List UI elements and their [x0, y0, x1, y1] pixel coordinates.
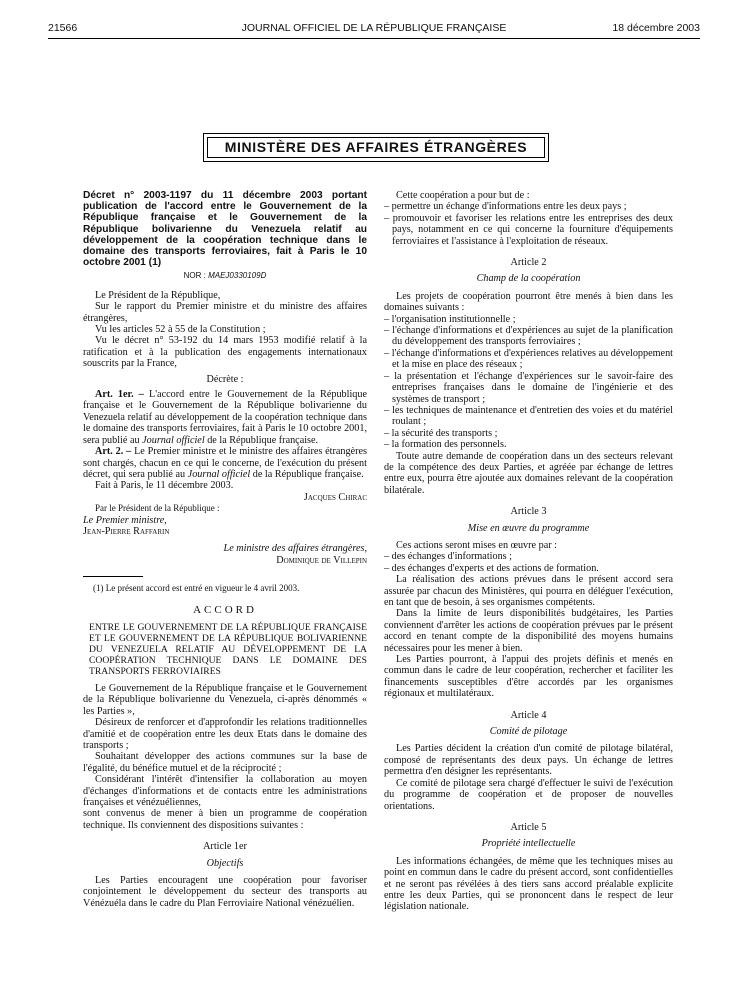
article-2-text: Toute autre demande de coopération dans un des secteurs relevant de la compétence des deux Parties, et agréée par échange de lettres entre eux, pourra être ajoutée aux domaines relevant de la coopération bilatérale.: [384, 450, 673, 496]
article-1-text: Les Parties encouragent une coopération pour favoriser conjointement le développement du secteur des transports au Vénézuéla dans le cadre du Plan Ferroviaire National vénézuélien.: [83, 875, 367, 909]
decree-intro-3: Vu le décret n° 53-192 du 14 mars 1953 modifié relatif à la ratification et à la publication des engagements internationaux souscrits par la France,: [83, 335, 367, 370]
issue-date: 18 décembre 2003: [612, 22, 700, 34]
article-3-item-1: – des échanges d'experts et des actions de formation.: [384, 562, 599, 574]
art1-end: de la République française.: [207, 434, 319, 446]
article-3-intro: Ces actions seront mises en œuvre par :: [396, 539, 557, 551]
journal-title: JOURNAL OFFICIEL DE LA RÉPUBLIQUE FRANÇAISE: [241, 22, 507, 34]
article-4-para-0: Les Parties décident la création d'un comité de pilotage bilatéral, composé de représentants des deux pays. Un échange de lettres permettra d'en désigner les représentants.: [384, 743, 673, 778]
footnote: (1) Le présent accord est entré en vigueur le 4 avril 2003.: [93, 583, 300, 594]
article-2-heading: Article 2: [510, 257, 547, 269]
article-2-item-5: – la sécurité des transports ;: [384, 427, 498, 439]
ministry-title: MINISTÈRE DES AFFAIRES ÉTRANGÈRES: [207, 137, 545, 158]
decree-intro-0: Le Président de la République,: [95, 289, 221, 301]
art2-label: Art. 2. –: [95, 446, 132, 458]
article-2-subtitle: Champ de la coopération: [476, 273, 581, 285]
accord-heading: ACCORD: [193, 603, 257, 616]
nor-reference: [83, 270, 367, 281]
article-4-subtitle: Comité de pilotage: [489, 726, 568, 738]
decree-fait: Fait à Paris, le 11 décembre 2003.: [95, 480, 234, 492]
preamble-0: Le Gouvernement de la République française et le Gouvernement de la République bolivarienne du Venezuela, ci-après dénommés « les Parties »,: [83, 682, 367, 717]
article-3-para-2: Les Parties pourront, à l'appui des projets définis et menés en commun dans le cadre de leur coopération, rechercher et faciliter les financements susceptibles d'être accordés par les organismes régionaux et multilatéraux.: [384, 654, 673, 700]
art1-text: L'accord entre le Gouvernement de la République française et le Gouvernement de la République bolivarienne du Venezuela relatif au développement de la coopération technique dans le domaine des transports ferroviaires, fait à Paris le 10 octobre 2001, sera publié au: [83, 389, 367, 446]
article-5-heading: Article 5: [510, 821, 547, 833]
article-1-item-1: – promouvoir et favoriser les relations entre les entreprises des deux pays, notamment en ce qui concerne la fourniture d'équipements ferroviaires et l'assistance à l'exploitation de réseaux.: [384, 212, 673, 247]
preamble-4: sont convenus de mener à bien un programme de coopération technique. Ils conviennent des dispositions suivantes :: [83, 808, 367, 831]
left-column: [83, 190, 367, 909]
mae-name: Dominique de Villepin: [276, 554, 367, 566]
article-3-para-1: Dans la limite de leurs disponibilités budgétaires, les Parties conviennent d'arrêter les actions de coopération prévues par le présent accord en tenant compte de la disponibilité des moyens humains nécessaires pour les mener à bien.: [384, 608, 673, 654]
article-2-intro: Les projets de coopération pourront être menés à bien dans les domaines suivants :: [384, 290, 673, 314]
pm-title: Le Premier ministre,: [83, 514, 167, 526]
article-1-item-0: – permettre un échange d'informations entre les deux pays ;: [384, 201, 627, 213]
art2-text: Le Premier ministre et le ministre des affaires étrangères sont chargés, chacun en ce qui le concerne, de l'exécution du présent décret, qui sera publié au: [83, 446, 368, 480]
decree-decrete: Décrète :: [206, 373, 244, 385]
mae-title: Le ministre des affaires étrangères,: [223, 543, 367, 555]
page-header: [48, 22, 700, 36]
decree-article-1: [83, 389, 367, 446]
article-5-text: Les informations échangées, de même que les techniques mises au point en commun dans le cadre du présent accord, sont confidentielles et ne seront pas révélées à des tiers sans accord préalable explicite entre les deux Parties, qui se prononcent dans le respect de leur législation nationale.: [384, 855, 673, 913]
decree-article-2: [83, 446, 367, 480]
article-1-heading: Article 1er: [203, 841, 247, 853]
footnote-rule: [83, 576, 143, 577]
article-1-subtitle: Objectifs: [206, 857, 244, 869]
article-3-subtitle: Mise en œuvre du programme: [467, 522, 590, 534]
nor-value: MAEJ0330109D: [208, 271, 267, 281]
article-1-cont: Cette coopération a pour but de :: [396, 190, 530, 201]
article-3-para-0: La réalisation des actions prévues dans le présent accord sera assurée par chacun des Ministères, qui pourra en déléguer l'exécution, en tant que de besoin, à ses organismes compétents.: [384, 574, 673, 608]
art1-journal: Journal officiel: [142, 434, 205, 446]
article-2-item-2: – l'échange d'informations et d'expériences relatives au développement et la mise en place des réseaux ;: [384, 347, 673, 371]
nor-label: NOR :: [183, 271, 206, 281]
preamble-3: Considérant l'intérêt d'intensifier la collaboration au moyen d'échanges d'informations et de contacts entre les administrations françaises et vénézuéliennes,: [83, 774, 367, 809]
art1-label: Art. 1er. –: [95, 389, 144, 401]
article-4-para-1: Ce comité de pilotage sera chargé d'effectuer le suivi de l'exécution du programme de coopération et de proposer de nouvelles orientations.: [384, 777, 673, 812]
decree-intro-2: Vu les articles 52 à 55 de la Constitution ;: [95, 324, 266, 336]
article-2-item-4: – les techniques de maintenance et d'entretien des voies et du matériel roulant ;: [384, 404, 673, 428]
right-column: [384, 190, 673, 913]
page-number: 21566: [48, 22, 78, 34]
article-4-heading: Article 4: [510, 709, 547, 721]
preamble-2: Souhaitant développer des actions communes sur la base de l'égalité, du bénéfice mutuel et de la réciprocité ;: [83, 751, 367, 774]
article-3-item-0: – des échanges d'informations ;: [384, 551, 513, 563]
header-rule: [48, 38, 700, 39]
signatory: Jacques Chirac: [303, 491, 367, 503]
decree-intro-1: Sur le rapport du Premier ministre et du ministre des affaires étrangères,: [83, 301, 367, 324]
preamble-1: Désireux de renforcer et d'approfondir les relations traditionnelles d'amitié et de coopération entre les deux Etats dans le domaine des transports ;: [83, 717, 367, 752]
accord-subtitle: ENTRE LE GOUVERNEMENT DE LA RÉPUBLIQUE FRANÇAISE ET LE GOUVERNEMENT DE LA RÉPUBLIQUE BOLIVARIENNE DU VENEZUELA RELATIF AU DÉVELOPPEMENT DE LA COOPÉRATION TECHNIQUE DANS LE DOMAINE DES TRANSPORTS FERROVIAIRES: [89, 621, 367, 677]
pm-name: Jean-Pierre Raffarin: [83, 525, 170, 537]
article-2-item-3: – la présentation et l'échange d'expériences sur le savoir-faire des entreprises françaises dans le domaine de l'ingénierie et des systèmes de transport ;: [384, 370, 673, 405]
article-2-item-0: – l'organisation institutionnelle ;: [384, 313, 516, 325]
art2-journal: Journal officiel: [187, 468, 251, 480]
article-2-item-1: – l'échange d'informations et d'expériences au sujet de la planification du développement des transports ferroviaires ;: [384, 325, 673, 348]
article-3-heading: Article 3: [510, 506, 547, 518]
article-2-item-6: – la formation des personnels.: [384, 439, 507, 451]
decree-title: Décret n° 2003-1197 du 11 décembre 2003 portant publication de l'accord entre le Gouvernement de la République française et le Gouvernement de la République bolivarienne du Venezuela relatif au développement de la coopération technique dans le domaine des transports ferroviaires, fait à Paris le 10 octobre 2001 (1): [83, 190, 367, 269]
par-le-president: Par le Président de la République :: [95, 503, 220, 514]
article-5-subtitle: Propriété intellectuelle: [481, 838, 576, 850]
ministry-box: [203, 133, 549, 162]
art2-end: de la République française.: [252, 468, 364, 480]
